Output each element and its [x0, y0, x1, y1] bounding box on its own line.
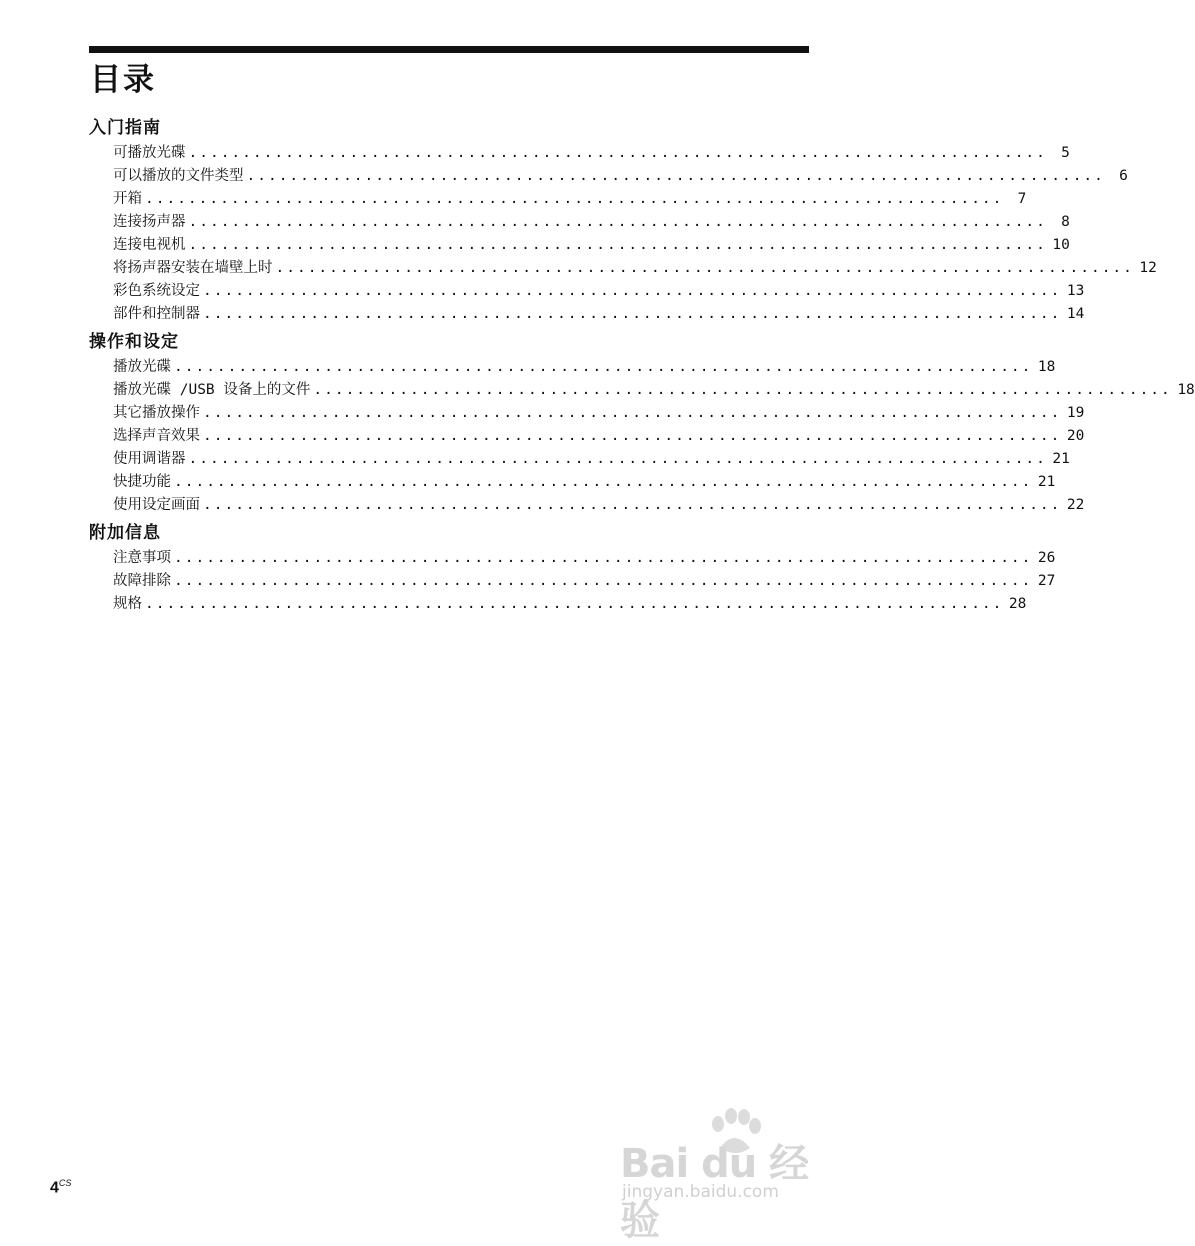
- dot-leader: ................................................................................: [174, 474, 1033, 490]
- baidu-watermark: [620, 1108, 825, 1244]
- entry-title: 注意事项: [113, 550, 171, 566]
- table-of-contents: [89, 114, 1195, 618]
- section-heading: 附加信息: [89, 523, 161, 543]
- toc-entry[interactable]: [113, 379, 1195, 402]
- entry-title: 连接电视机: [113, 237, 186, 253]
- page-number: $4^{CS}$: [50, 1178, 72, 1197]
- dot-leader: ................................................................................: [203, 428, 1062, 444]
- entry-page-number: 13: [1066, 283, 1085, 299]
- entry-list: [89, 547, 1056, 616]
- dot-leader: ................................................................................: [203, 497, 1062, 513]
- entry-title: 连接扬声器: [113, 214, 186, 230]
- toc-entry[interactable]: [113, 280, 1085, 303]
- entry-page-number: 22: [1066, 497, 1085, 513]
- toc-entry[interactable]: [113, 303, 1085, 326]
- entry-page-number: 19: [1066, 405, 1085, 421]
- dot-leader: ................................................................................: [188, 237, 1047, 253]
- dot-leader: ................................................................................: [174, 550, 1033, 566]
- dot-leader: ................................................................................: [174, 573, 1033, 589]
- entry-title: 快捷功能: [113, 474, 171, 490]
- entry-page-number: 7: [1017, 191, 1027, 207]
- entry-page-number: 18: [1037, 359, 1056, 375]
- watermark-url: jingyan.baidu.com: [622, 1182, 779, 1202]
- toc-entry[interactable]: [113, 570, 1056, 593]
- entry-page-number: 14: [1066, 306, 1085, 322]
- toc-entry[interactable]: [113, 402, 1085, 425]
- dot-leader: ................................................................................: [203, 283, 1062, 299]
- entry-page-number: 21: [1052, 451, 1070, 467]
- page-number-suffix: CS: [58, 1178, 72, 1188]
- toc-entry[interactable]: [113, 425, 1085, 448]
- dot-leader: ................................................................................: [246, 168, 1105, 184]
- toc-entry[interactable]: [113, 471, 1056, 494]
- entry-page-number: 20: [1066, 428, 1085, 444]
- page-title: 目录: [90, 62, 156, 98]
- entry-title: 可播放光碟: [113, 145, 186, 161]
- dot-leader: ................................................................................: [188, 145, 1047, 161]
- entry-page-number: 27: [1037, 573, 1056, 589]
- entry-page-number: 5: [1061, 145, 1070, 161]
- dot-leader: ................................................................................: [174, 359, 1033, 375]
- entry-page-number: 6: [1119, 168, 1128, 184]
- entry-title: 开箱: [113, 191, 142, 207]
- dot-leader: ................................................................................: [145, 191, 1004, 207]
- dot-leader: ................................................................................: [275, 260, 1134, 276]
- dot-leader: ................................................................................: [203, 405, 1062, 421]
- entry-title: 使用调谐器: [113, 451, 186, 467]
- dot-leader: ................................................................................: [188, 214, 1047, 230]
- entry-page-number: 18: [1177, 382, 1195, 398]
- entry-title: 选择声音效果: [113, 428, 200, 444]
- dot-leader: ................................................................................: [145, 596, 1004, 612]
- entry-title: 故障排除: [113, 573, 171, 589]
- entry-title: 部件和控制器: [113, 306, 200, 322]
- top-rule: [89, 46, 809, 53]
- toc-entry[interactable]: [113, 142, 1070, 165]
- toc-entry[interactable]: [113, 356, 1056, 379]
- dot-leader: ................................................................................: [313, 382, 1172, 398]
- entry-page-number: 12: [1139, 260, 1157, 276]
- toc-entry[interactable]: [113, 593, 1027, 616]
- entry-title: 播放光碟: [113, 359, 171, 375]
- entry-page-number: 26: [1037, 550, 1056, 566]
- entry-title: 规格: [113, 596, 142, 612]
- section-heading: 操作和设定: [89, 332, 179, 352]
- entry-title: 播放光碟 /USB 设备上的文件: [113, 382, 311, 398]
- toc-entry[interactable]: [113, 547, 1056, 570]
- entry-title: 使用设定画面: [113, 497, 200, 513]
- toc-entry[interactable]: [113, 211, 1070, 234]
- watermark-brand: Bai du 经验: [620, 1141, 809, 1244]
- toc-entry[interactable]: [113, 448, 1070, 471]
- entry-title: 彩色系统设定: [113, 283, 200, 299]
- dot-leader: ................................................................................: [203, 306, 1062, 322]
- toc-entry[interactable]: [113, 234, 1070, 257]
- entry-list: [89, 356, 1195, 517]
- entry-page-number: 21: [1037, 474, 1056, 490]
- entry-list: [89, 142, 1157, 326]
- dot-leader: ................................................................................: [188, 451, 1047, 467]
- entry-page-number: 8: [1061, 214, 1070, 230]
- entry-page-number: 10: [1052, 237, 1070, 253]
- section-heading: 入门指南: [89, 118, 161, 138]
- toc-entry[interactable]: [113, 188, 1027, 211]
- toc-entry[interactable]: [113, 165, 1128, 188]
- entry-title: 其它播放操作: [113, 405, 200, 421]
- entry-title: 将扬声器安装在墙壁上时: [113, 260, 273, 276]
- toc-entry[interactable]: [113, 257, 1157, 280]
- entry-page-number: 28: [1008, 596, 1027, 612]
- entry-title: 可以播放的文件类型: [113, 168, 244, 184]
- toc-entry[interactable]: [113, 494, 1085, 517]
